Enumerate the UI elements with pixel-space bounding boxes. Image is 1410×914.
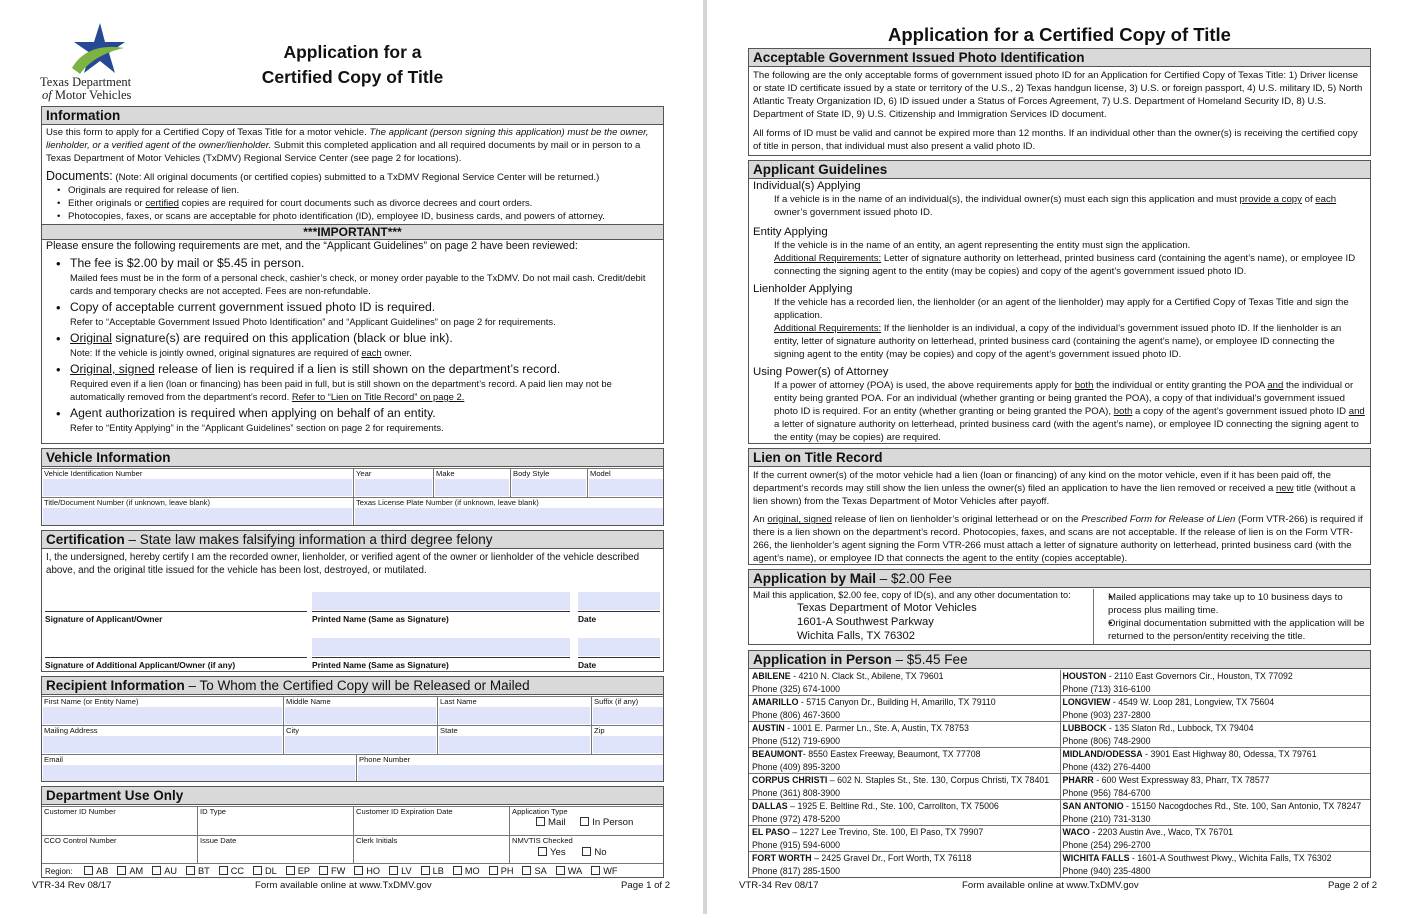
service-center-longview	[1060, 696, 1371, 722]
center-separator: -	[802, 749, 809, 759]
photo-id-validity-text: All forms of ID must be valid and cannot be expired more than 12 months. If an individual other than the owner(s) is receiving the certified copy of title in person, that individual must also present a valid photo ID.	[753, 128, 1358, 152]
center-separator: –	[811, 853, 822, 863]
center-name: BEAUMONT	[752, 749, 803, 759]
requirement-fee: • The fee is $2.00 by mail or $5.45 in person. Mailed fees must be in the form of a personal check, cashier’s check, or money order payable to the TxDMV. Do not mail cash. Credit/debit cards and temporary checks are not accepted. Fees are non-refundable.	[42, 256, 663, 297]
center-address: 602 N. Staples St., Ste. 130, Corpus Christi, TX 78401	[837, 775, 1050, 785]
center-separator: –	[789, 827, 800, 837]
center-separator: -	[790, 671, 799, 681]
txdmv-star-logo	[66, 20, 128, 78]
customer-id-field[interactable]: Customer ID Number	[42, 806, 197, 835]
service-center-waco	[1060, 826, 1371, 852]
center-phone: Phone (972) 478-5200	[752, 814, 841, 824]
checkbox-box[interactable]	[117, 866, 126, 875]
center-address: 2203 Austin Ave., Waco, TX 76701	[1097, 827, 1234, 837]
service-center-grid	[749, 670, 1370, 877]
center-address: 8550 Eastex Freeway, Beaumont, TX 77708	[808, 749, 981, 759]
signature-2-line[interactable]: Signature of Additional Applicant/Owner (if any)	[45, 657, 307, 670]
center-name: SAN ANTONIO	[1062, 801, 1124, 811]
mail-heading: Application by Mail – $2.00 Fee	[749, 570, 1370, 588]
center-address: 5715 Canyon Dr., Building H, Amarillo, TX 79110	[806, 697, 996, 707]
center-address: 1601-A Southwest Pkwy., Wichita Falls, TX 76302	[1137, 853, 1332, 863]
printed-name-2-input[interactable]	[312, 638, 570, 656]
lienholder-applying-text: If the vehicle has a recorded lien, the lienholder (or an agent of the lienholder) may apply for a Certified Copy of Texas Title and sign the application.	[774, 297, 1349, 321]
lien-record-section	[748, 448, 1371, 565]
region-checkbox-sa[interactable]	[522, 866, 546, 876]
center-separator: -	[1110, 697, 1119, 707]
requirement-agent: • Agent authorization is required when applying on behalf of an entity. Refer to “Entity Applying” in the “Applicant Guidelines” section on page 2 for requirements.	[42, 406, 663, 434]
region-checkbox-ph[interactable]	[489, 866, 514, 876]
center-phone: Phone (325) 674-1000	[752, 684, 841, 694]
region-checkbox-au[interactable]	[152, 866, 177, 876]
clerk-initials-field[interactable]: Clerk Initials	[353, 835, 509, 863]
center-phone: Phone (512) 719-6900	[752, 736, 841, 746]
page-2-title: Application for a Certified Copy of Title	[888, 24, 1231, 45]
checkbox-box[interactable]	[253, 866, 262, 875]
nmvtis-field: NMVTIS Checked Yes No	[509, 835, 664, 863]
checkbox-box[interactable]	[556, 866, 565, 875]
center-phone: Phone (713) 316-6100	[1062, 684, 1151, 694]
center-name: WICHITA FALLS	[1062, 853, 1130, 863]
footer-page-number: Page 1 of 2	[621, 880, 671, 891]
last-name-field[interactable]: Last Name	[437, 696, 591, 725]
footer-website: Form available online at www.TxDMV.gov	[962, 880, 1139, 891]
requirement-lien-release: • Original, signed release of lien is required if a lien is still shown on the department’s record. Required even if a lien (loan or financing) has been paid in full, but is still shown on the department’s record. A paid lien may not be automatically removed from the department’s record. Refer to “Lien on Title Record” on page 2.	[42, 362, 663, 403]
information-intro: Use this form to apply for a Certified Copy of Texas Title for a motor vehicle. The applicant (person signing this application) must be the owner, lienholder, or a verified agent of the owner/lienholder. Submit this completed application and all required documents by mail or in person to a Texas Department of Motor Vehicles (TxDMV) Regional Service Center (see page 2 for locations).	[46, 127, 649, 164]
body-style-field[interactable]: Body Style	[510, 468, 587, 497]
title-line-2: Certified Copy of Title	[261, 67, 444, 87]
documents-note: Documents: (Note: All original documents (or certified copies) submitted to a TxDMV Regional Service Center will be returned.)	[46, 169, 600, 183]
region-label: SA	[534, 866, 547, 876]
region-label: DL	[264, 866, 277, 876]
service-center-beaumont	[749, 748, 1060, 774]
service-center-el-paso	[749, 826, 1060, 852]
center-phone: Phone (806) 467-3600	[752, 710, 841, 720]
region-label: WF	[603, 866, 618, 876]
vehicle-section	[41, 448, 664, 526]
printed-name-2-label: Printed Name (Same as Signature)	[312, 657, 570, 670]
mail-application-section	[748, 569, 1371, 645]
region-label: PH	[500, 866, 514, 876]
id-type-field[interactable]: ID Type	[197, 806, 353, 835]
list-item: • Mailed applications may take up to 10 business days to process plus mailing time.	[1094, 591, 1368, 617]
center-separator: -	[784, 723, 793, 733]
region-checkbox-bt[interactable]	[186, 866, 210, 876]
center-name: WACO	[1062, 827, 1090, 837]
center-name: CORPUS CHRISTI	[752, 775, 828, 785]
certification-section	[41, 530, 664, 672]
signature-1-line[interactable]: Signature of Applicant/Owner	[45, 611, 307, 624]
checkbox-box[interactable]	[489, 866, 498, 875]
state-field[interactable]: State	[437, 725, 591, 754]
center-phone: Phone (903) 237-2800	[1062, 710, 1151, 720]
information-section	[41, 106, 664, 444]
region-label: FW	[331, 866, 346, 876]
service-center-houston	[1060, 670, 1371, 696]
region-label: LV	[401, 866, 412, 876]
lienholder-requirements-text: Additional Requirements: If the lienholder is an individual, a copy of the individual’s government issued photo ID. If the lienholder is an entity, letter of signature authority on letterhead, printed business card (containing the agent’s name), or employee ID connecting the signing agent to the entity (may be copies) and copy of the agent’s government issued photo ID.	[774, 323, 1342, 360]
center-phone: Phone (409) 895-3200	[752, 762, 841, 772]
issue-date-field[interactable]: Issue Date	[197, 835, 353, 863]
region-checkbox-ho[interactable]	[354, 866, 380, 876]
list-item: • Originals are required for release of lien.	[42, 184, 663, 197]
region-checkbox-fw[interactable]	[319, 866, 345, 876]
date-2-label: Date	[578, 657, 660, 670]
center-name: PHARR	[1062, 775, 1094, 785]
list-item: • Photocopies, faxes, or scans are acceptable for photo identification (ID), employee ID, business cards, and powers of attorney.	[42, 210, 663, 223]
center-phone: Phone (361) 808-3900	[752, 788, 841, 798]
individual-applying-heading: Individual(s) Applying	[753, 180, 861, 192]
region-checkbox-lb[interactable]	[421, 866, 444, 876]
center-address: 2425 Gravel Dr., Fort Worth, TX 76118	[821, 853, 972, 863]
recipient-section	[41, 676, 664, 782]
customer-id-expiration-field[interactable]: Customer ID Expiration Date	[353, 806, 509, 835]
title-number-field[interactable]: Title/Document Number (if unknown, leave blank)	[42, 497, 353, 526]
service-center-fort-worth	[749, 852, 1060, 878]
vehicle-heading: Vehicle Information	[42, 449, 663, 467]
footer-website: Form available online at www.TxDMV.gov	[255, 880, 432, 891]
mailing-address: Texas Department of Motor Vehicles 1601-A Southwest Parkway Wichita Falls, TX 76302	[797, 602, 977, 642]
center-name: EL PASO	[752, 827, 790, 837]
service-center-pharr	[1060, 774, 1371, 800]
checkbox-box[interactable]	[354, 866, 363, 875]
center-address: 1227 Lee Trevino, Ste. 100, El Paso, TX 79907	[799, 827, 984, 837]
center-separator: -	[1093, 775, 1102, 785]
region-label: AB	[96, 866, 109, 876]
page-title	[230, 40, 475, 90]
power-of-attorney-heading: Using Power(s) of Attorney	[753, 366, 889, 378]
entity-applying-text: If the vehicle is in the name of an entity, an agent representing the entity must sign the application.	[774, 240, 1191, 251]
date-2-input[interactable]	[578, 638, 660, 656]
recipient-heading: Recipient Information – To Whom the Certified Copy will be Released or Mailed	[42, 677, 663, 695]
region-label: HO	[366, 866, 381, 876]
lienholder-applying-heading: Lienholder Applying	[753, 283, 853, 295]
form-page-2	[707, 0, 1410, 914]
in-person-checkbox[interactable]: In Person	[580, 817, 633, 828]
entity-requirements-text: Additional Requirements: Letter of signature authority on letterhead, printed business card (containing the agent’s name), or employee ID connecting the signing agent to the entity (may be copies) and copy of the agent’s government issued photo ID.	[774, 253, 1356, 277]
year-field[interactable]: Year	[353, 468, 433, 497]
center-separator: -	[1106, 671, 1115, 681]
mail-checkbox[interactable]: Mail	[536, 817, 566, 828]
center-name: AMARILLO	[752, 697, 799, 707]
documents-list	[42, 184, 663, 223]
email-field[interactable]: Email	[42, 754, 356, 782]
center-address: 15150 Nacogdoches Rd., Ste. 100, San Antonio, TX 78247	[1131, 801, 1362, 811]
suffix-field[interactable]: Suffix (if any)	[591, 696, 664, 725]
service-center-san-antonio	[1060, 800, 1371, 826]
center-name: AUSTIN	[752, 723, 785, 733]
phone-number-field[interactable]: Phone Number	[356, 754, 664, 782]
checkbox-box[interactable]	[152, 866, 161, 875]
lien-text-1: If the current owner(s) of the motor vehicle had a lien (loan or financing) of any kind on the motor vehicle, even if it has been paid off, the department’s records may still show the lien unless the owner(s) filed an application to have the lien removed or received a new title (without a lien shown) from the Texas Department of Motor Vehicles after payoff.	[753, 470, 1356, 507]
center-separator: -	[1089, 827, 1098, 837]
center-address: 2110 East Governors Cir., Houston, TX 77092	[1114, 671, 1293, 681]
region-label: EP	[297, 866, 310, 876]
in-person-heading: Application in Person – $5.45 Fee	[749, 651, 1370, 669]
cco-control-field[interactable]: CCO Control Number	[42, 835, 197, 863]
center-name: ABILENE	[752, 671, 791, 681]
center-separator: -	[798, 697, 807, 707]
checkbox-box[interactable]	[286, 866, 295, 875]
center-address: 135 Slaton Rd., Lubbock, TX 79404	[1114, 723, 1254, 733]
region-checkbox-am[interactable]	[117, 866, 143, 876]
checkbox-box[interactable]	[522, 866, 531, 875]
service-center-corpus-christi	[749, 774, 1060, 800]
center-separator: -	[1142, 749, 1151, 759]
footer-page-number: Page 2 of 2	[1328, 880, 1378, 891]
mailing-address-field[interactable]: Mailing Address	[42, 725, 283, 754]
region-checkbox-wf[interactable]	[591, 866, 617, 876]
department-heading: Department Use Only	[42, 787, 663, 805]
photo-id-section	[748, 48, 1371, 156]
first-name-field[interactable]: First Name (or Entity Name)	[42, 696, 283, 725]
region-label: AM	[129, 866, 144, 876]
certification-heading: Certification – State law makes falsifying information a third degree felony	[42, 531, 663, 549]
no-checkbox[interactable]: No	[582, 847, 606, 858]
center-phone: Phone (956) 784-6700	[1062, 788, 1151, 798]
guidelines-heading: Applicant Guidelines	[749, 161, 1370, 179]
center-address: 4210 N. Clack St., Abilene, TX 79601	[798, 671, 944, 681]
footer-form-number: VTR-34 Rev 08/17	[739, 880, 819, 891]
requirement-photo-id: • Copy of acceptable current government issued photo ID is required. Refer to “Acceptable Government Issued Photo Identification” and “Applicant Guidelines” on page 2 for requirements.	[42, 300, 663, 328]
checkbox-box[interactable]	[219, 866, 228, 875]
logo-of: of	[42, 88, 52, 102]
in-person-section	[748, 650, 1371, 878]
model-field[interactable]: Model	[587, 468, 664, 497]
footer-form-number: VTR-34 Rev 08/17	[32, 880, 112, 891]
applicant-guidelines-section	[748, 160, 1371, 444]
center-name: FORT WORTH	[752, 853, 812, 863]
region-label: AU	[164, 866, 177, 876]
checkbox-box[interactable]	[319, 866, 328, 875]
entity-applying-heading: Entity Applying	[753, 226, 828, 238]
printed-name-1-label: Printed Name (Same as Signature)	[312, 611, 570, 624]
title-line-1: Application for a	[283, 42, 422, 62]
photo-id-heading: Acceptable Government Issued Photo Identification	[749, 49, 1370, 67]
individual-applying-text: If a vehicle is in the name of an individual(s), the individual owner(s) must each sign this application and must provide a copy of each owner’s government issued photo ID.	[774, 194, 1337, 218]
center-separator: -	[1123, 801, 1132, 811]
region-label: CC	[230, 866, 244, 876]
vin-field[interactable]: Vehicle Identification Number	[42, 468, 353, 497]
list-item: • Original documentation submitted with the application will be returned to the person/entity receiving the title.	[1094, 617, 1368, 643]
region-label: BT	[197, 866, 210, 876]
region-checkbox-lv[interactable]	[389, 866, 412, 876]
region-checkbox-cc[interactable]	[219, 866, 244, 876]
logo-line-2: Motor Vehicles	[54, 88, 132, 102]
center-address: 1001 E. Parmer Ln., Ste. A, Austin, TX 78753	[792, 723, 969, 733]
plate-number-field[interactable]: Texas License Plate Number (if unknown, leave blank)	[353, 497, 664, 526]
date-1-input[interactable]	[578, 592, 660, 610]
date-1-label: Date	[578, 611, 660, 624]
center-phone: Phone (940) 235-4800	[1062, 866, 1151, 876]
center-phone: Phone (817) 285-1500	[752, 866, 841, 876]
photo-id-list-text: The following are the only acceptable forms of government issued photo ID for an Application for Certified Copy of Texas Title: 1) Driver license or state ID certificate issued by a state or territory of the U.S., 2) Texas handgun license, 3) U.S. or foreign passport, 4) U.S. military ID, 5) North Atlantic Treaty Organization ID, 6) ID issued under a Status of Forces Agreement, 7) U.S. Department of Homeland Security ID, 8) U.S. Department of State ID, 9) U.S. Citizenship and Immigration Services ID document.	[753, 70, 1363, 120]
middle-name-field[interactable]: Middle Name	[283, 696, 437, 725]
region-label: MO	[464, 866, 480, 876]
center-name: HOUSTON	[1062, 671, 1107, 681]
region-checkbox-mo[interactable]	[453, 866, 480, 876]
form-page-1	[0, 0, 703, 914]
logo-text	[40, 76, 131, 102]
center-address: 3901 East Highway 80, Odessa, TX 79761	[1150, 749, 1317, 759]
yes-checkbox[interactable]: Yes	[538, 847, 566, 858]
region-checkbox-ab[interactable]	[84, 866, 108, 876]
mail-intro: Mail this application, $2.00 fee, copy of ID(s), and any other documentation to:	[753, 590, 1071, 600]
lien-heading: Lien on Title Record	[749, 449, 1370, 467]
center-address: 4549 W. Loop 281, Longview, TX 75604	[1118, 697, 1275, 707]
center-separator: –	[827, 775, 838, 785]
service-center-abilene	[749, 670, 1060, 696]
center-name: MIDLAND/ODESSA	[1062, 749, 1143, 759]
region-checkbox-dl[interactable]	[253, 866, 277, 876]
checkbox-box[interactable]	[591, 866, 600, 875]
list-item: • Either originals or certified copies are required for court documents such as divorce decrees and court orders.	[42, 197, 663, 210]
power-of-attorney-text: If a power of attorney (POA) is used, the above requirements apply for both the individual or entity granting the POA and the individual or entity being granted POA. For an individual (whether granting or being granted the POA), a copy of that individual’s government issued photo ID is required. For an entity (whether granting or being granted the POA), both a copy of the agent’s government issued photo ID and a letter of signature authority on letterhead, printed business card (with the agent’s name), or employee ID connecting the signing agent to the entity (may be copies) are required.	[774, 380, 1365, 443]
center-separator: –	[787, 801, 798, 811]
center-name: LONGVIEW	[1062, 697, 1111, 707]
center-separator: -	[1129, 853, 1138, 863]
checkbox-box[interactable]	[389, 866, 398, 875]
region-checkbox-ep[interactable]	[286, 866, 310, 876]
make-field[interactable]: Make	[433, 468, 510, 497]
center-phone: Phone (210) 731-3130	[1062, 814, 1151, 824]
service-center-austin	[749, 722, 1060, 748]
lien-text-2: An original, signed release of lien on lienholder’s original letterhead or on the Prescribed Form for Release of Lien (Form VTR-266) is required if there is a lien shown on the department’s record. Photocopies, faxes, and scans are not acceptable. If the release of lien is on the Form VTR-266, the lienholder’s agent signing the Form VTR-266 must attach a letter of signature authority on letterhead, printed business card (with the agent’s name), or employee ID that connects the agent to the entity (copies acceptable).	[753, 514, 1363, 564]
service-center-wichita-falls	[1060, 852, 1371, 878]
checkbox-box[interactable]	[421, 866, 430, 875]
information-heading: Information	[42, 107, 663, 125]
service-center-amarillo	[749, 696, 1060, 722]
checkbox-box[interactable]	[453, 866, 462, 875]
region-row: Region: AB AM AU BT CC DL EP FW HO LV LB MO PH SA WA WF	[42, 863, 663, 878]
center-address: 600 West Expressway 83, Pharr, TX 78577	[1101, 775, 1270, 785]
region-label: WA	[567, 866, 583, 876]
mail-notes	[1094, 591, 1368, 643]
application-type-field: Application Type Mail In Person	[509, 806, 664, 835]
region-checkbox-wa[interactable]	[556, 866, 582, 876]
important-banner: ***IMPORTANT***	[42, 224, 663, 240]
center-address: 1925 E. Beltline Rd., Ste. 100, Carrollton, TX 75006	[797, 801, 999, 811]
service-center-dallas	[749, 800, 1060, 826]
center-phone: Phone (254) 296-2700	[1062, 840, 1151, 850]
region-label: LB	[432, 866, 444, 876]
logo-line-1: Texas Department	[40, 75, 132, 89]
certification-text: I, the undersigned, hereby certify I am the recorded owner, lienholder, or verified agent of the owner or lienholder of the vehicle described above, and the original title issued for the vehicle has been lost, destroyed, or mutilated.	[46, 552, 640, 576]
center-phone: Phone (915) 594-6000	[752, 840, 841, 850]
checkbox-box[interactable]	[84, 866, 93, 875]
center-separator: -	[1106, 723, 1115, 733]
center-phone: Phone (806) 748-2900	[1062, 736, 1151, 746]
city-field[interactable]: City	[283, 725, 437, 754]
department-use-section	[41, 786, 664, 878]
checkbox-box[interactable]	[186, 866, 195, 875]
requirement-signature: • Original signature(s) are required on this application (black or blue ink). Note: If the vehicle is jointly owned, original signatures are required of each owner.	[42, 331, 663, 359]
printed-name-1-input[interactable]	[312, 592, 570, 610]
center-phone: Phone (432) 276-4400	[1062, 762, 1151, 772]
center-name: LUBBOCK	[1062, 723, 1107, 733]
center-name: DALLAS	[752, 801, 788, 811]
service-center-lubbock	[1060, 722, 1371, 748]
ensure-text: Please ensure the following requirements are met, and the “Applicant Guidelines” on page 2 have been reviewed:	[46, 240, 578, 252]
zip-field[interactable]: Zip	[591, 725, 664, 754]
service-center-midland-odessa	[1060, 748, 1371, 774]
